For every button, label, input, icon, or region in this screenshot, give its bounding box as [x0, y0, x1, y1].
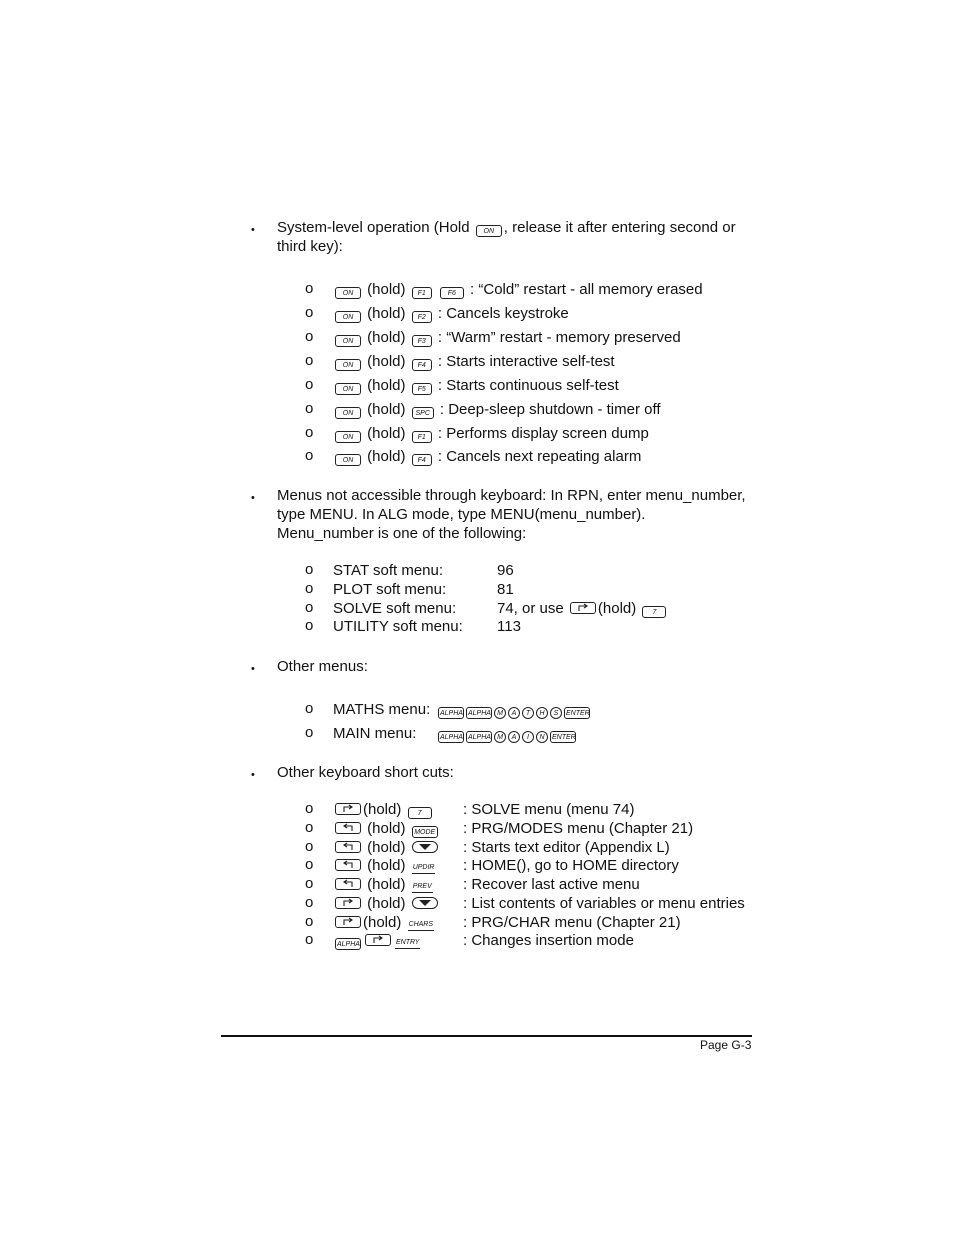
left-shift-icon	[338, 879, 358, 889]
left-shift-key	[335, 822, 361, 834]
shortcut-description: : Changes insertion mode	[463, 932, 634, 949]
shortcut-keys	[333, 838, 440, 857]
text: System-level operation (Hold	[277, 219, 474, 236]
label: MAIN menu:	[333, 725, 417, 742]
bullet: •	[251, 224, 255, 236]
shortcut-description: : PRG/MODES menu (Chapter 21)	[463, 820, 694, 837]
value: 81	[497, 581, 514, 598]
shortcut-keys	[333, 894, 440, 913]
value: 96	[497, 562, 514, 579]
shortcut-description: : SOLVE menu (menu 74)	[463, 801, 635, 818]
menu-number	[497, 617, 521, 636]
left-shift-key	[335, 841, 361, 853]
on-key: ON	[476, 225, 502, 237]
on-key: ON	[335, 454, 361, 466]
left-shift-icon	[338, 860, 358, 870]
list-marker: o	[305, 856, 314, 873]
left-shift-icon	[338, 823, 358, 833]
alpha-key: ALPHA	[466, 731, 492, 743]
list-marker: o	[305, 800, 314, 817]
menu-label: UTILITY soft menu:	[333, 618, 463, 635]
page-number: Page G-3	[700, 1038, 752, 1052]
h-key: H	[536, 707, 548, 719]
hold-label: (hold)	[367, 895, 406, 912]
f6-key: F6	[440, 287, 464, 299]
f2-key: F2	[412, 311, 432, 323]
mode-key: MODE	[412, 826, 438, 838]
system-op-row	[333, 328, 681, 347]
shortcut-keys	[333, 875, 435, 894]
hold-label: (hold)	[367, 329, 406, 346]
text: , release it after entering second or	[503, 219, 736, 236]
on-key: ON	[335, 335, 361, 347]
down-arrow-key	[412, 897, 438, 909]
system-op-row	[333, 424, 649, 443]
label: MATHS menu:	[333, 701, 431, 718]
description: : Starts continuous self-test	[437, 377, 619, 394]
system-op-row	[333, 447, 641, 466]
shortcut-keys	[333, 856, 437, 875]
chars-softkey: CHARS	[408, 920, 435, 931]
system-op-row	[333, 280, 703, 299]
list-marker: o	[305, 424, 314, 441]
alpha-key: ALPHA	[438, 731, 464, 743]
description: : Starts interactive self-test	[437, 353, 615, 370]
menu-number	[497, 580, 514, 599]
key-sequence	[437, 724, 577, 743]
bullet: •	[251, 769, 255, 781]
right-shift-icon	[338, 804, 358, 814]
shortcut-description: : List contents of variables or menu entries	[463, 895, 745, 912]
on-key: ON	[335, 431, 361, 443]
right-shift-key	[570, 602, 596, 614]
system-op-row	[333, 376, 619, 395]
footer-rule	[221, 1035, 752, 1037]
hold-label: (hold)	[367, 839, 406, 856]
list-marker: o	[305, 352, 314, 369]
down-arrow-icon	[418, 899, 432, 907]
f1-key: F1	[412, 431, 432, 443]
description: : “Warm” restart - memory preserved	[437, 329, 681, 346]
key-sequence	[437, 700, 591, 719]
shortcut-keys	[333, 819, 440, 838]
hold-label: (hold)	[363, 914, 402, 931]
hold-label: (hold)	[597, 600, 637, 617]
list-marker: o	[305, 875, 314, 892]
enter-key: ENTER	[564, 707, 590, 719]
right-shift-key	[335, 916, 361, 928]
hold-label: (hold)	[363, 801, 402, 818]
system-op-row	[333, 304, 569, 323]
right-shift-icon	[338, 917, 358, 927]
list-marker: o	[305, 447, 314, 464]
list-marker: o	[305, 913, 314, 930]
list-marker: o	[305, 376, 314, 393]
entry-softkey: ENTRY	[395, 938, 420, 949]
menu-number	[497, 599, 668, 618]
down-arrow-key	[412, 841, 438, 853]
list-marker: o	[305, 894, 314, 911]
t-key: T	[522, 707, 534, 719]
on-key: ON	[335, 311, 361, 323]
shortcut-description: : HOME(), go to HOME directory	[463, 857, 679, 874]
maths-menu-row	[333, 700, 590, 719]
menu-label: STAT soft menu:	[333, 562, 444, 579]
f4-key: F4	[412, 359, 432, 371]
i-key: I	[522, 731, 534, 743]
f3-key: F3	[412, 335, 432, 347]
system-op-row	[333, 400, 661, 419]
spc-key: SPC	[412, 407, 434, 419]
hold-label: (hold)	[367, 281, 406, 298]
f5-key: F5	[412, 383, 432, 395]
right-shift-icon	[338, 898, 358, 908]
paragraph-line: type MENU. In ALG mode, type MENU(menu_number).	[277, 506, 646, 523]
menu-label: PLOT soft menu:	[333, 581, 447, 598]
right-shift-icon	[368, 935, 388, 945]
list-marker: o	[305, 400, 314, 417]
menu-number	[497, 561, 514, 580]
paragraph-line: Menu_number is one of the following:	[277, 525, 527, 542]
hold-label: (hold)	[367, 377, 406, 394]
paragraph-line: third key):	[277, 238, 343, 255]
description: : Cancels keystroke	[437, 305, 569, 322]
right-shift-key	[335, 897, 361, 909]
list-marker: o	[305, 599, 314, 616]
down-arrow-icon	[418, 843, 432, 851]
shortcut-keys	[333, 913, 436, 932]
list-marker: o	[305, 280, 314, 297]
shortcut-description: : Recover last active menu	[463, 876, 640, 893]
7-key: 7	[408, 807, 432, 819]
m-key: M	[494, 731, 506, 743]
hold-label: (hold)	[367, 448, 406, 465]
list-marker: o	[305, 931, 314, 948]
on-key: ON	[335, 383, 361, 395]
left-shift-key	[335, 859, 361, 871]
shortcut-description: : Starts text editor (Appendix L)	[463, 839, 670, 856]
hold-label: (hold)	[367, 876, 406, 893]
hold-label: (hold)	[367, 820, 406, 837]
system-op-row	[333, 352, 615, 371]
a-key: A	[508, 707, 520, 719]
shortcut-description: : PRG/CHAR menu (Chapter 21)	[463, 914, 681, 931]
paragraph-line: Menus not accessible through keyboard: In RPN, enter menu_number,	[277, 487, 746, 504]
description: : Cancels next repeating alarm	[437, 448, 642, 465]
value: 113	[497, 618, 521, 635]
list-marker: o	[305, 617, 314, 634]
bullet: •	[251, 663, 255, 675]
paragraph-line	[277, 218, 736, 237]
right-shift-icon	[573, 603, 593, 613]
list-marker: o	[305, 304, 314, 321]
shortcut-keys	[333, 800, 434, 819]
m-key: M	[494, 707, 506, 719]
alpha-key: ALPHA	[335, 938, 361, 950]
right-shift-key	[365, 934, 391, 946]
on-key: ON	[335, 287, 361, 299]
list-marker: o	[305, 328, 314, 345]
right-shift-key	[335, 803, 361, 815]
hold-label: (hold)	[367, 401, 406, 418]
hold-label: (hold)	[367, 353, 406, 370]
value: 74, or use	[497, 600, 568, 617]
main-menu-row	[333, 724, 576, 743]
list-marker: o	[305, 700, 314, 717]
list-marker: o	[305, 838, 314, 855]
on-key: ON	[335, 407, 361, 419]
paragraph-line: Other menus:	[277, 658, 368, 675]
list-marker: o	[305, 819, 314, 836]
hold-label: (hold)	[367, 425, 406, 442]
alpha-key: ALPHA	[466, 707, 492, 719]
f1-key: F1	[412, 287, 432, 299]
n-key: N	[536, 731, 548, 743]
description: : Performs display screen dump	[437, 425, 649, 442]
left-shift-key	[335, 878, 361, 890]
f4-key: F4	[412, 454, 432, 466]
list-marker: o	[305, 580, 314, 597]
updir-softkey: UPDIR	[412, 863, 436, 874]
description: : “Cold” restart - all memory erased	[470, 281, 703, 298]
enter-key: ENTER	[550, 731, 576, 743]
alpha-key: ALPHA	[438, 707, 464, 719]
shortcut-keys	[333, 931, 422, 950]
7-key: 7	[642, 606, 666, 618]
paragraph-line: Other keyboard short cuts:	[277, 764, 454, 781]
prev-softkey: PREV	[412, 882, 433, 893]
a-key: A	[508, 731, 520, 743]
bullet: •	[251, 492, 255, 504]
menu-label: SOLVE soft menu:	[333, 600, 457, 617]
list-marker: o	[305, 724, 314, 741]
hold-label: (hold)	[367, 857, 406, 874]
hold-label: (hold)	[367, 305, 406, 322]
on-key: ON	[335, 359, 361, 371]
list-marker: o	[305, 561, 314, 578]
s-key: S	[550, 707, 562, 719]
description: : Deep-sleep shutdown - timer off	[439, 401, 661, 418]
left-shift-icon	[338, 842, 358, 852]
